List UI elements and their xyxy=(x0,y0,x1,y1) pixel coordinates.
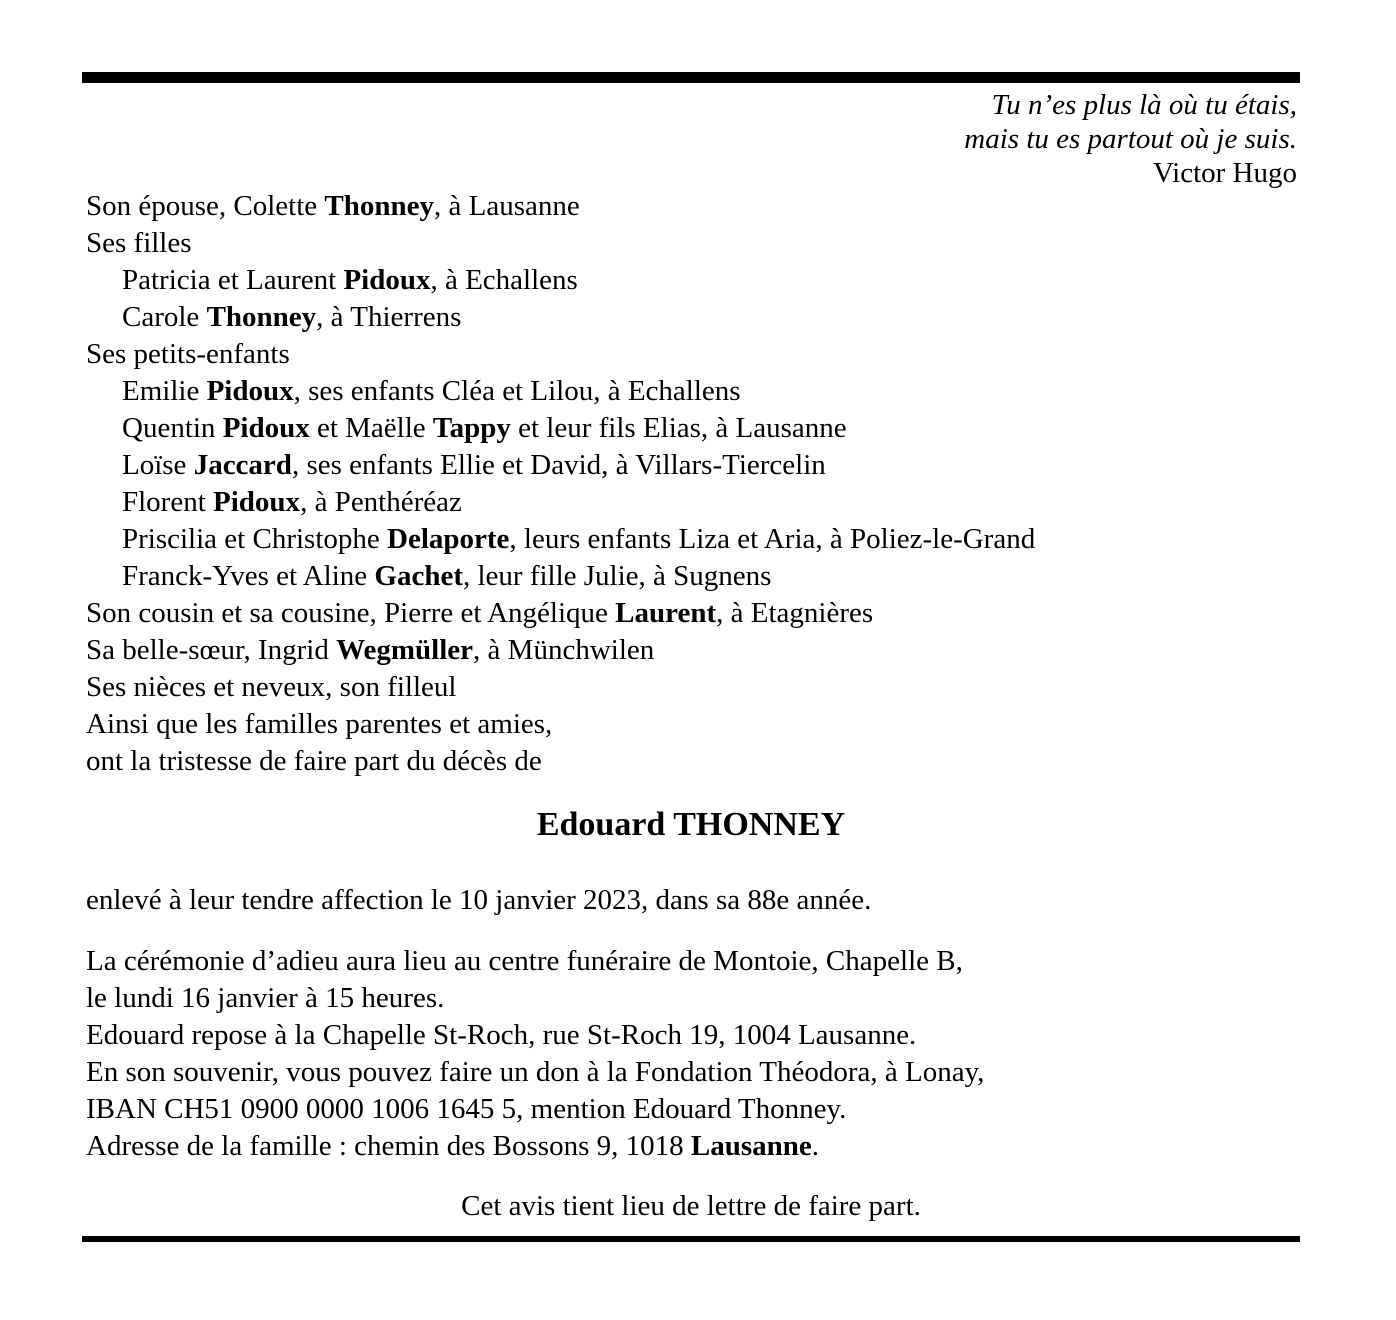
text-segment: , leur fille Julie, à Sugnens xyxy=(462,560,772,592)
text-segment: Sa belle-sœur, Ingrid xyxy=(86,634,337,666)
text-line xyxy=(86,980,984,1017)
text-segment: Florent xyxy=(122,486,214,518)
family-list xyxy=(86,188,1035,780)
text-segment: Quentin xyxy=(122,412,223,444)
text-line xyxy=(86,943,984,980)
text-segment: Ses petits-enfants xyxy=(86,338,290,370)
surname-bold: Pidoux xyxy=(206,375,294,407)
text-segment: Edouard repose à la Chapelle St-Roch, rue St-Roch 19, 1004 Lausanne. xyxy=(86,1019,917,1051)
surname-bold: Gachet xyxy=(374,560,463,592)
text-segment: Emilie xyxy=(122,375,207,407)
text-segment: Franck-Yves et Aline xyxy=(122,560,375,592)
text-segment: IBAN CH51 0900 0000 1006 1645 5, mention Edouard Thonney. xyxy=(86,1093,847,1125)
text-segment: , à Etagnières xyxy=(716,597,874,629)
text-line xyxy=(86,1017,984,1054)
text-line xyxy=(86,595,1035,632)
text-segment: , à Münchwilen xyxy=(473,634,655,666)
text-segment: Ses filles xyxy=(86,227,192,259)
text-line xyxy=(86,188,1035,225)
text-segment: En son souvenir, vous pouvez faire un don à la Fondation Théodora, à Lonay, xyxy=(86,1056,985,1088)
surname-bold: Tappy xyxy=(432,412,511,444)
text-segment: , à Penthéréaz xyxy=(300,486,462,518)
text-line xyxy=(86,336,1035,373)
closing-line: Cet avis tient lieu de lettre de faire part. xyxy=(461,1190,921,1222)
text-segment: et Maëlle xyxy=(309,412,433,444)
text-line xyxy=(86,669,1035,706)
deceased-name: Edouard THONNEY xyxy=(536,806,846,843)
text-segment: le lundi 16 janvier à 15 heures. xyxy=(86,982,445,1014)
text-line xyxy=(86,373,1035,410)
text-line xyxy=(86,447,1035,484)
text-line xyxy=(86,1128,984,1165)
text-segment: . xyxy=(811,1130,820,1162)
text-segment: Son épouse, Colette xyxy=(86,190,325,222)
ceremony-details xyxy=(86,943,984,1165)
surname-bold: Delaporte xyxy=(387,523,510,555)
epigraph xyxy=(964,88,1297,190)
surname-bold: Lausanne xyxy=(690,1130,812,1162)
top-rule xyxy=(82,72,1300,83)
surname-bold: Thonney xyxy=(324,190,435,222)
quote-line: mais tu es partout où je suis. xyxy=(964,123,1297,155)
surname-bold: Pidoux xyxy=(213,486,301,518)
death-announcement: enlevé à leur tendre affection le 10 janvier 2023, dans sa 88e année. xyxy=(86,884,872,916)
text-line xyxy=(86,410,1035,447)
text-segment: La cérémonie d’adieu aura lieu au centre funéraire de Montoie, Chapelle B, xyxy=(86,945,963,977)
text-line xyxy=(86,1054,984,1091)
surname-bold: Jaccard xyxy=(193,449,292,481)
text-segment: , à Lausanne xyxy=(434,190,580,222)
quote-line: Tu n’es plus là où tu étais, xyxy=(991,89,1297,121)
text-segment: Adresse de la famille : chemin des Bossons 9, 1018 xyxy=(86,1130,691,1162)
text-segment: Carole xyxy=(122,301,207,333)
text-segment: Son cousin et sa cousine, Pierre et Angélique xyxy=(86,597,616,629)
text-segment: Loïse xyxy=(122,449,194,481)
text-line xyxy=(86,225,1035,262)
text-line xyxy=(86,484,1035,521)
text-segment: , leurs enfants Liza et Aria, à Poliez-le-Grand xyxy=(509,523,1036,555)
surname-bold: Thonney xyxy=(206,301,317,333)
bottom-rule xyxy=(82,1236,1300,1242)
text-segment: ont la tristesse de faire part du décès de xyxy=(86,745,542,777)
text-line xyxy=(86,743,1035,780)
text-line xyxy=(86,632,1035,669)
surname-bold: Wegmüller xyxy=(336,634,474,666)
text-line xyxy=(86,299,1035,336)
text-segment: Ses nièces et neveux, son filleul xyxy=(86,671,457,703)
surname-bold: Pidoux xyxy=(222,412,310,444)
text-segment: et leur fils Elias, à Lausanne xyxy=(510,412,847,444)
text-line xyxy=(86,262,1035,299)
surname-bold: Pidoux xyxy=(343,264,431,296)
text-segment: , ses enfants Ellie et David, à Villars-Tiercelin xyxy=(291,449,826,481)
text-segment: Ainsi que les familles parentes et amies, xyxy=(86,708,553,740)
surname-bold: Laurent xyxy=(615,597,717,629)
text-line xyxy=(86,558,1035,595)
text-line xyxy=(86,1091,984,1128)
text-segment: , à Echallens xyxy=(430,264,578,296)
text-segment: , ses enfants Cléa et Lilou, à Echallens xyxy=(293,375,741,407)
text-segment: Patricia et Laurent xyxy=(122,264,344,296)
text-line xyxy=(86,706,1035,743)
text-segment: , à Thierrens xyxy=(316,301,462,333)
text-line xyxy=(86,521,1035,558)
quote-attribution: Victor Hugo xyxy=(1152,157,1297,189)
text-segment: Priscilia et Christophe xyxy=(122,523,387,555)
